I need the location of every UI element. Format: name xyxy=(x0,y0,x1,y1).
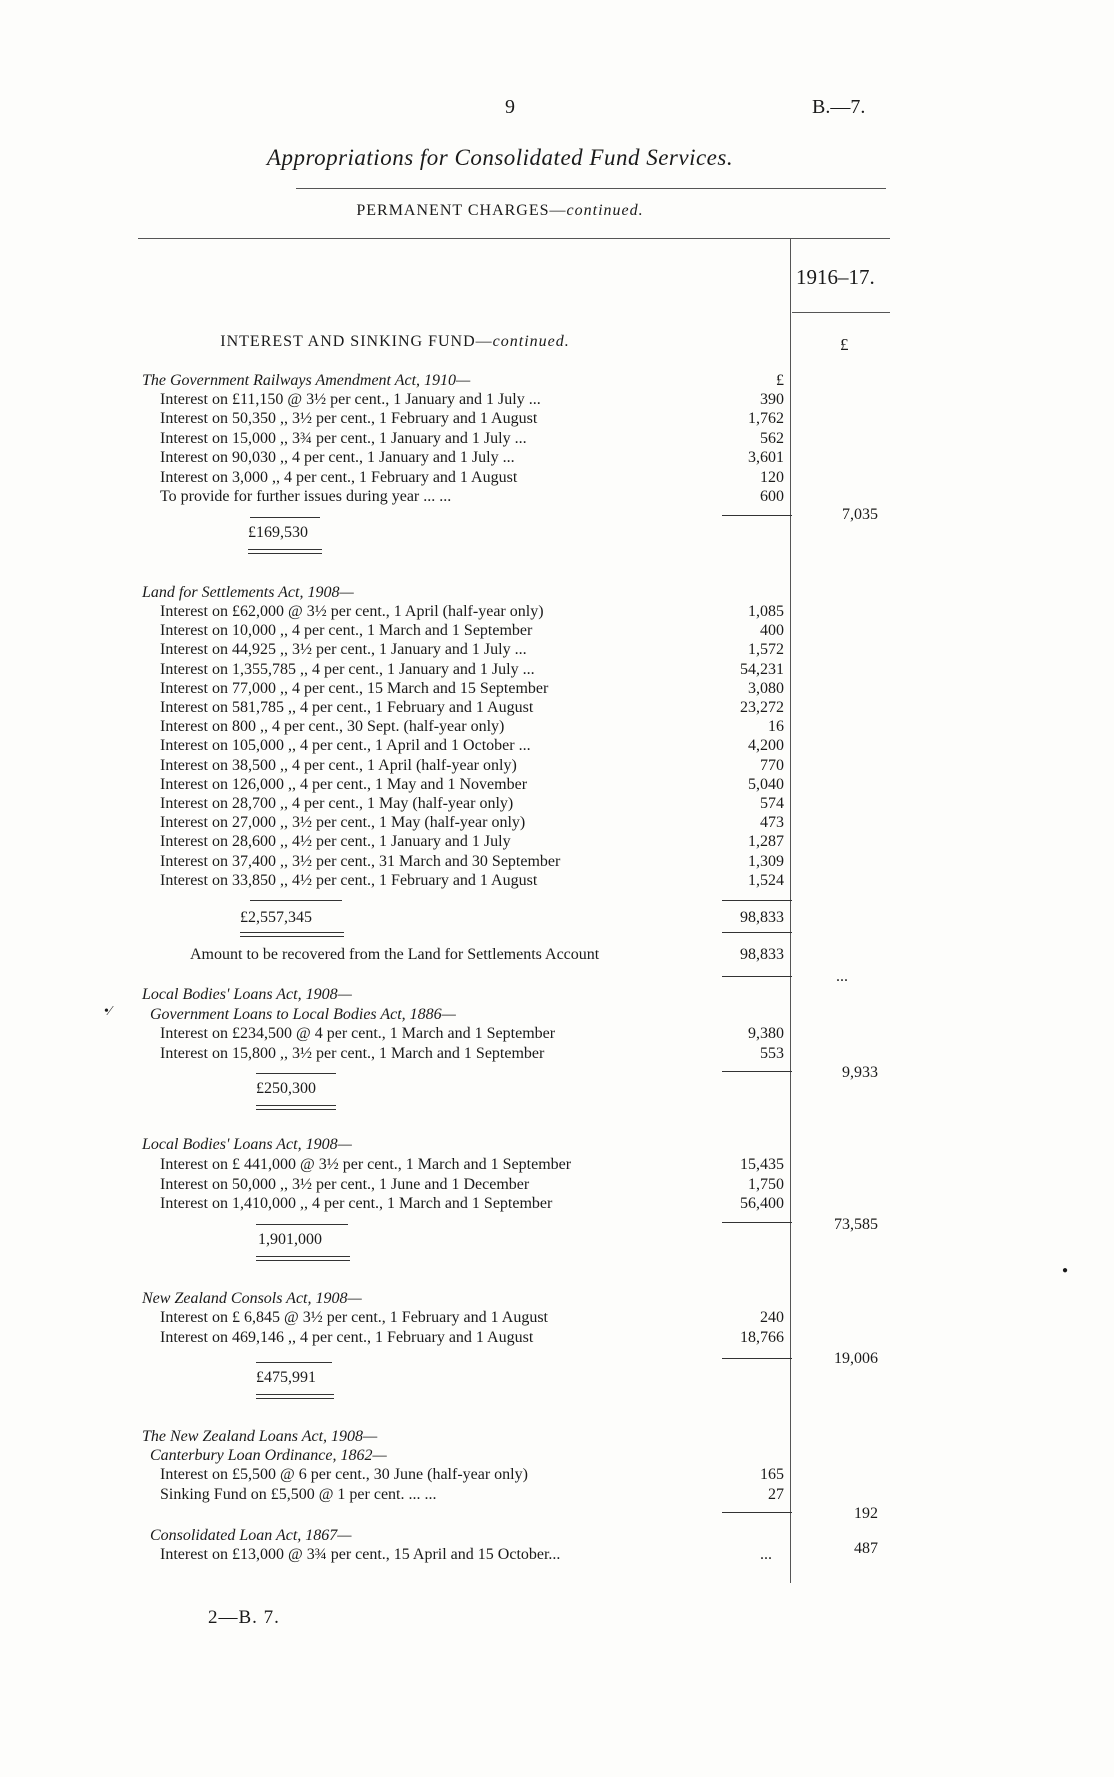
interest-amount: 18,766 xyxy=(740,1328,784,1346)
annual-total: 19,006 xyxy=(834,1350,878,1367)
interest-line: Interest on 50,000 ,, 3½ per cent., 1 June and 1 December xyxy=(160,1175,530,1193)
interest-amount: 1,085 xyxy=(748,603,784,620)
principal-rule xyxy=(256,1224,348,1225)
interest-line: Interest on 37,400 ,, 3½ per cent., 31 March and 30 September xyxy=(160,852,561,870)
act-title: New Zealand Consols Act, 1908— xyxy=(142,1290,362,1307)
interest-amount: 3,601 xyxy=(748,449,784,467)
subtotal-rule xyxy=(722,900,792,901)
principal-double-rule xyxy=(248,549,322,554)
interest-amount: 4,200 xyxy=(748,737,784,755)
principal-double-rule xyxy=(256,1105,336,1110)
principal-total: 1,901,000 xyxy=(258,1231,322,1248)
interest-amount: ... xyxy=(760,1546,772,1563)
sub-act-title: Canterbury Loan Ordinance, 1862— xyxy=(150,1447,387,1464)
section-heading-main: INTEREST AND SINKING FUND— xyxy=(220,333,493,350)
interest-amount: 240 xyxy=(760,1309,784,1326)
principal-double-rule xyxy=(256,1394,334,1399)
interest-line: Interest on 1,355,785 ,, 4 per cent., 1 January and 1 July ... xyxy=(160,660,535,678)
annual-total: 73,585 xyxy=(834,1216,878,1233)
interest-line: Interest on 10,000 ,, 4 per cent., 1 March and 1 September xyxy=(160,622,533,640)
interest-line: Interest on 15,000 ,, 3¾ per cent., 1 January and 1 July ... xyxy=(160,429,527,447)
interest-amount: 1,750 xyxy=(748,1175,784,1193)
interest-line: Sinking Fund on £5,500 @ 1 per cent. ... ... xyxy=(160,1485,437,1503)
interest-amount: 9,380 xyxy=(748,1025,784,1042)
principal-rule xyxy=(256,1073,336,1074)
interest-amount: 1,762 xyxy=(748,410,784,428)
interest-line: Interest on 800 ,, 4 per cent., 30 Sept. (half-year only) xyxy=(160,718,505,736)
section-heading-continued: continued. xyxy=(492,333,570,350)
act-title: The Government Railways Amendment Act, 1910— xyxy=(142,372,471,389)
annual-total: 192 xyxy=(854,1505,878,1522)
interest-amount: 27 xyxy=(768,1485,784,1503)
annual-total: ... xyxy=(836,968,848,985)
interest-line: Interest on 33,850 ,, 4½ per cent., 1 February and 1 August xyxy=(160,871,538,889)
subtitle-continued: continued. xyxy=(566,202,644,219)
interest-line: Interest on 126,000 ,, 4 per cent., 1 May and 1 November xyxy=(160,775,528,793)
column-divider xyxy=(790,238,791,1583)
interest-line: Interest on 77,000 ,, 4 per cent., 15 March and 15 September xyxy=(160,679,549,697)
principal-double-rule xyxy=(256,1256,350,1261)
interest-amount: 574 xyxy=(760,795,784,812)
margin-mark: •⁄ xyxy=(104,1004,112,1019)
interest-amount: 1,309 xyxy=(748,852,784,870)
principal-total: £475,991 xyxy=(256,1369,316,1386)
interest-line: Interest on £5,500 @ 6 per cent., 30 June (half-year only) xyxy=(160,1466,528,1483)
interest-amount: 473 xyxy=(760,814,784,832)
interest-amount: 1,287 xyxy=(748,833,784,851)
interest-line: Interest on £62,000 @ 3½ per cent., 1 April (half-year only) xyxy=(160,603,544,620)
pound-symbol: £ xyxy=(776,372,784,389)
principal-rule xyxy=(256,1362,332,1363)
interest-line: Interest on 15,800 ,, 3½ per cent., 1 March and 1 September xyxy=(160,1044,545,1062)
header-rule-year xyxy=(792,312,890,313)
title-rule xyxy=(296,188,886,189)
interest-amount: 400 xyxy=(760,622,784,640)
page-number: 9 xyxy=(505,96,515,118)
interest-line: Interest on £ 441,000 @ 3½ per cent., 1 March and 1 September xyxy=(160,1156,572,1173)
act-title: Local Bodies' Loans Act, 1908— xyxy=(142,986,352,1003)
sub-act-title: Government Loans to Local Bodies Act, 1886— xyxy=(150,1006,456,1023)
interest-amount: 54,231 xyxy=(740,660,784,678)
page-subtitle xyxy=(0,202,1000,220)
interest-amount: 770 xyxy=(760,756,784,774)
interest-line: Interest on 581,785 ,, 4 per cent., 1 February and 1 August xyxy=(160,699,534,716)
interest-line: Interest on 1,410,000 ,, 4 per cent., 1 March and 1 September xyxy=(160,1195,553,1212)
subtotal-amount: 98,833 xyxy=(740,909,784,926)
subtotal-under-rule xyxy=(722,932,792,933)
interest-amount: 600 xyxy=(760,488,784,505)
interest-line: Interest on 3,000 ,, 4 per cent., 1 February and 1 August xyxy=(160,468,518,486)
margin-dot: ● xyxy=(1062,1265,1069,1276)
subtitle-main: PERMANENT CHARGES— xyxy=(356,202,567,219)
principal-total: £2,557,345 xyxy=(240,909,312,926)
signature-mark: 2—B. 7. xyxy=(208,1607,280,1628)
interest-line: Interest on £ 6,845 @ 3½ per cent., 1 February and 1 August xyxy=(160,1309,548,1326)
interest-line: Interest on £13,000 @ 3¾ per cent., 15 April and 15 October... xyxy=(160,1546,561,1563)
interest-amount: 120 xyxy=(760,468,784,486)
interest-amount: 23,272 xyxy=(740,699,784,716)
interest-line: Interest on £11,150 @ 3½ per cent., 1 January and 1 July ... xyxy=(160,391,541,408)
annual-total: 9,933 xyxy=(842,1064,878,1081)
annual-total: 487 xyxy=(854,1540,878,1557)
principal-total: £250,300 xyxy=(256,1080,316,1097)
act-title: Local Bodies' Loans Act, 1908— xyxy=(142,1136,352,1153)
document-reference: B.—7. xyxy=(812,96,866,118)
interest-line: Interest on 38,500 ,, 4 per cent., 1 April (half-year only) xyxy=(160,756,517,774)
interest-amount: 165 xyxy=(760,1466,784,1483)
interest-line: Interest on 90,030 ,, 4 per cent., 1 January and 1 July ... xyxy=(160,449,515,467)
principal-rule xyxy=(250,517,320,518)
interest-amount: 562 xyxy=(760,429,784,447)
interest-line: Interest on 105,000 ,, 4 per cent., 1 April and 1 October ... xyxy=(160,737,531,755)
interest-line: To provide for further issues during year ... ... xyxy=(160,488,452,505)
act-title: The New Zealand Loans Act, 1908— xyxy=(142,1428,378,1445)
header-rule-top xyxy=(138,238,890,239)
annual-total: 7,035 xyxy=(842,506,878,523)
interest-amount: 1,572 xyxy=(748,641,784,659)
principal-double-rule xyxy=(240,932,344,937)
interest-line: Interest on 469,146 ,, 4 per cent., 1 February and 1 August xyxy=(160,1328,534,1346)
interest-line: Interest on 28,700 ,, 4 per cent., 1 May (half-year only) xyxy=(160,795,514,812)
interest-amount: 1,524 xyxy=(748,871,784,889)
interest-line: Interest on 50,350 ,, 3½ per cent., 1 February and 1 August xyxy=(160,410,538,428)
interest-line: Interest on 44,925 ,, 3½ per cent., 1 January and 1 July ... xyxy=(160,641,527,659)
recovered-label: Amount to be recovered from the Land for Settlements Account xyxy=(190,946,600,963)
interest-amount: 56,400 xyxy=(740,1195,784,1212)
interest-amount: 15,435 xyxy=(740,1156,784,1173)
interest-amount: 3,080 xyxy=(748,679,784,697)
act-title: Land for Settlements Act, 1908— xyxy=(142,584,354,601)
section-heading xyxy=(0,333,790,351)
year-column-heading: 1916–17. xyxy=(796,265,875,289)
act-title: Consolidated Loan Act, 1867— xyxy=(150,1527,352,1544)
interest-amount: 553 xyxy=(760,1044,784,1062)
interest-line: Interest on £234,500 @ 4 per cent., 1 March and 1 September xyxy=(160,1025,556,1042)
principal-total: £169,530 xyxy=(248,524,308,541)
interest-amount: 16 xyxy=(768,718,784,736)
page-title: Appropriations for Consolidated Fund Services. xyxy=(266,145,734,170)
pound-symbol-heading: £ xyxy=(840,335,849,354)
interest-line: Interest on 28,600 ,, 4½ per cent., 1 January and 1 July xyxy=(160,833,511,851)
interest-line: Interest on 27,000 ,, 3½ per cent., 1 May (half-year only) xyxy=(160,814,526,832)
recovered-amount: 98,833 xyxy=(740,946,784,963)
interest-amount: 390 xyxy=(760,391,784,408)
principal-rule xyxy=(250,900,342,901)
interest-amount: 5,040 xyxy=(748,775,784,793)
